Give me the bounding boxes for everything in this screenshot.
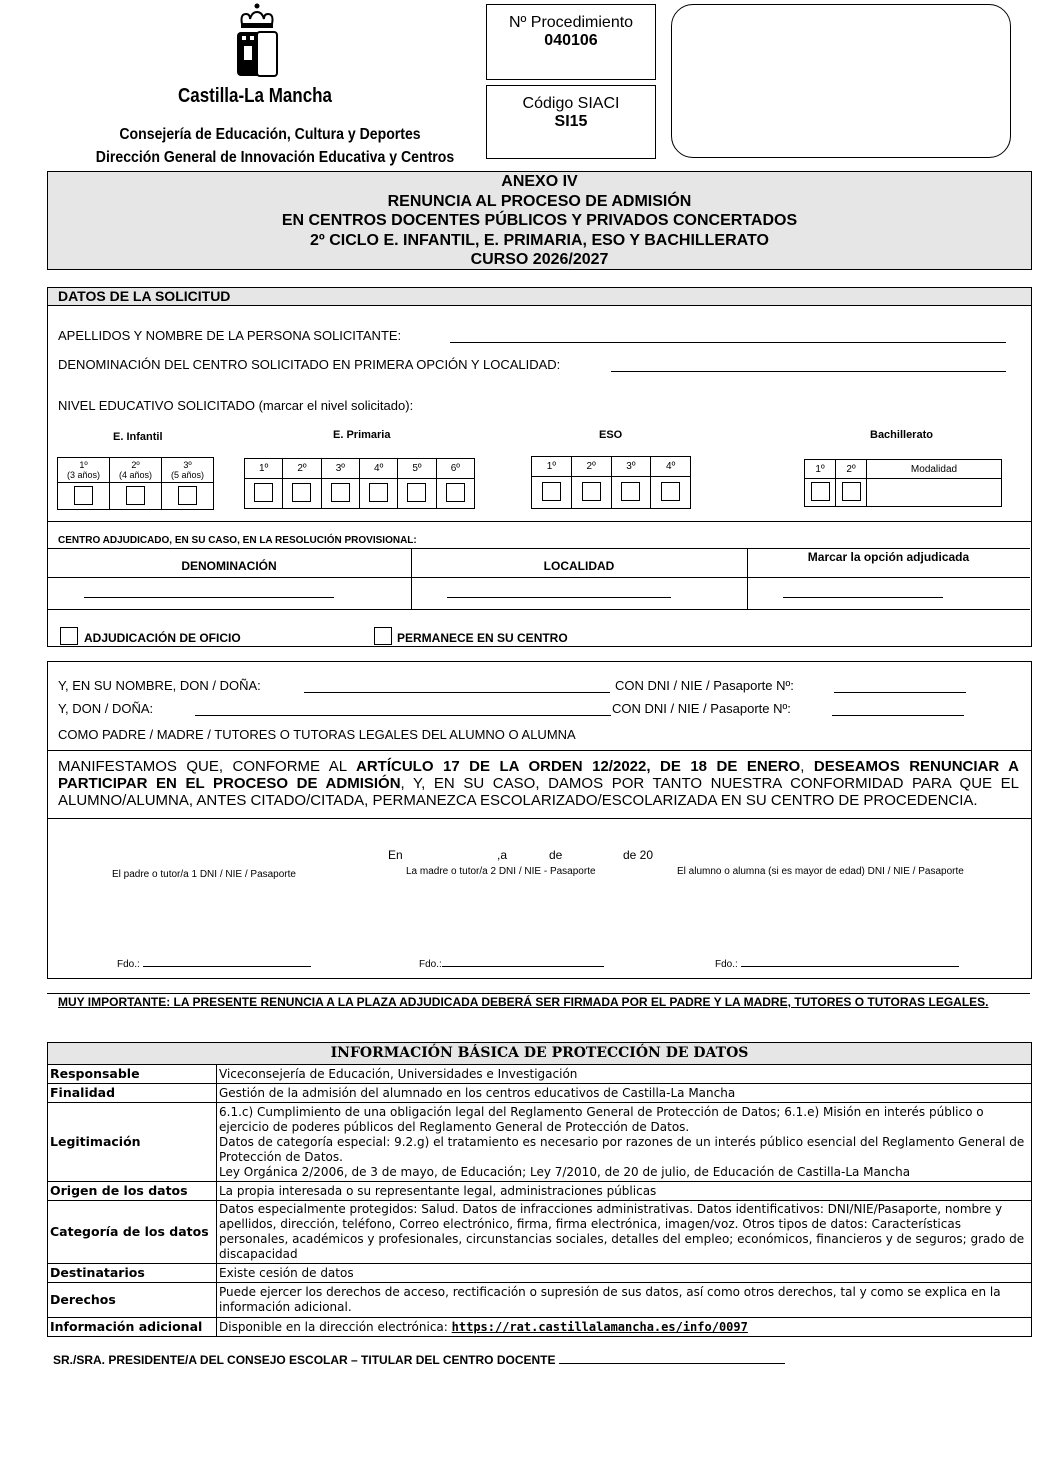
- manifest-part3: ,: [800, 758, 814, 775]
- row-derechos-key: Derechos: [48, 1283, 217, 1318]
- row-destinatarios-value: Existe cesión de datos: [217, 1264, 1032, 1283]
- manifest-text: [58, 758, 1019, 809]
- infantil-cell-1: [58, 483, 110, 510]
- checkbox-infantil-3[interactable]: [178, 486, 197, 505]
- adjudicado-col-sep1: [411, 549, 412, 609]
- primaria-cell-3: [321, 479, 359, 509]
- eso-grade-1: 1º: [532, 457, 572, 477]
- infantil-grade-3: 3º (5 años): [162, 458, 214, 483]
- row-info-value: [217, 1318, 1032, 1337]
- infantil-grade-1: 1º (3 años): [58, 458, 110, 483]
- checkbox-primaria-6[interactable]: [446, 483, 465, 502]
- primaria-grade-3: 3º: [321, 459, 359, 479]
- eso-grade-2: 2º: [571, 457, 611, 477]
- row-categoria-value: Datos especialmente protegidos: Salud. Datos de infracciones administrativas. Datos identificativos: DNI/NIE/Pasaporte, nombre y apellidos, dirección, teléfono, Correo electrónico, firma, firma electrónica, imagen/voz. Otros tipos de datos: Características personales, académicos y profesionales, circunstancias sociales, detalles del empleo; económicos, financieros y de seguros; grado de discapacidad: [217, 1201, 1032, 1264]
- eso-cell-3: [611, 477, 651, 509]
- fdo3-field[interactable]: [741, 957, 959, 967]
- oficio-label: ADJUDICACIÓN DE OFICIO: [84, 631, 241, 645]
- fdo2: [419, 957, 604, 970]
- bach-modalidad-label: Modalidad: [867, 460, 1002, 479]
- title-line1: ANEXO IV: [501, 173, 578, 190]
- center-field[interactable]: [611, 357, 1006, 372]
- fdo3-label: Fdo.:: [715, 959, 738, 970]
- row-categoria-key: Categoría de los datos: [48, 1201, 217, 1264]
- manifest-part1: MANIFESTAMOS QUE, CONFORME AL: [58, 758, 357, 775]
- primaria-grade-4: 4º: [359, 459, 397, 479]
- denominacion-field[interactable]: [84, 585, 334, 598]
- registry-stamp-box: [671, 4, 1011, 158]
- proteccion-table: [47, 1042, 1032, 1337]
- row-origen-key: Origen de los datos: [48, 1182, 217, 1201]
- footer-field[interactable]: [559, 1352, 785, 1364]
- proteccion-title: INFORMACIÓN BÁSICA DE PROTECCIÓN DE DATOS: [48, 1043, 1032, 1065]
- row-responsable-key: Responsable: [48, 1065, 217, 1084]
- procedure-number: 040106: [544, 32, 598, 49]
- dni1-field[interactable]: [834, 678, 966, 693]
- infantil-grade-2: 2º (4 años): [110, 458, 162, 483]
- title-block: [47, 171, 1032, 270]
- info-link[interactable]: https://rat.castillalamancha.es/info/0097: [451, 1319, 748, 1334]
- bach-grid: [804, 459, 1002, 507]
- checkbox-bach-1[interactable]: [811, 482, 830, 501]
- don2-field[interactable]: [195, 701, 611, 716]
- footer-recipient: [53, 1352, 785, 1367]
- primaria-grade-6: 6º: [436, 459, 474, 479]
- checkbox-primaria-5[interactable]: [407, 483, 426, 502]
- primaria-label: E. Primaria: [333, 429, 391, 441]
- primaria-cell-2: [283, 479, 321, 509]
- checkbox-primaria-4[interactable]: [369, 483, 388, 502]
- title-line3: EN CENTROS DOCENTES PÚBLICOS Y PRIVADOS CONCERTADOS: [281, 212, 798, 229]
- importante-text: MUY IMPORTANTE: LA PRESENTE RENUNCIA A LA PLAZA ADJUDICADA DEBERÁ SER FIRMADA POR EL PADRE Y LA MADRE, TUTORES O TUTORAS LEGALES.: [58, 995, 989, 1009]
- checkbox-eso-1[interactable]: [542, 482, 561, 501]
- checkbox-eso-4[interactable]: [661, 482, 680, 501]
- row-finalidad-key: Finalidad: [48, 1084, 217, 1103]
- title-line5: CURSO 2026/2027: [470, 251, 609, 268]
- primaria-cell-5: [398, 479, 436, 509]
- applicant-field[interactable]: [450, 328, 1006, 343]
- eso-label: ESO: [599, 429, 623, 441]
- level-label: NIVEL EDUCATIVO SOLICITADO (marcar el nivel solicitado):: [58, 398, 414, 413]
- divider-manifest-bottom: [47, 818, 1032, 819]
- siaci-code: SI15: [554, 113, 588, 130]
- opcion-field[interactable]: [783, 585, 943, 598]
- siaci-box: [486, 85, 656, 159]
- fdo1: [117, 957, 311, 970]
- place-a: ,a: [497, 848, 508, 862]
- localidad-field[interactable]: [447, 585, 671, 598]
- fdo2-label: Fdo.:: [419, 959, 442, 970]
- checkbox-bach-2[interactable]: [842, 482, 861, 501]
- solicitud-title: DATOS DE LA SOLICITUD: [58, 288, 231, 304]
- sig1-label: El padre o tutor/a 1 DNI / NIE / Pasaporte: [112, 869, 296, 880]
- col-localidad: LOCALIDAD: [543, 559, 615, 573]
- col-marcar: Marcar la opción adjudicada: [807, 550, 970, 564]
- padres-label: COMO PADRE / MADRE / TUTORES O TUTORAS LEGALES DEL ALUMNO O ALUMNA: [58, 727, 576, 742]
- department-line2: Dirección General de Innovación Educativa y Centros: [95, 149, 455, 166]
- checkbox-eso-3[interactable]: [621, 482, 640, 501]
- don1-field[interactable]: [304, 678, 610, 693]
- dni1-label: CON DNI / NIE / Pasaporte Nº:: [615, 678, 794, 693]
- region-name: Castilla-La Mancha: [177, 85, 332, 107]
- place-en: En: [388, 848, 403, 862]
- primaria-grade-1: 1º: [245, 459, 283, 479]
- primaria-cell-6: [436, 479, 474, 509]
- bach-cell-1: [805, 479, 836, 507]
- department-line1: Consejería de Educación, Cultura y Deportes: [119, 126, 421, 143]
- dni2-field[interactable]: [832, 701, 964, 716]
- checkbox-permanece[interactable]: [374, 627, 392, 645]
- eso-grid: [531, 456, 691, 509]
- adjudicado-grid: [47, 548, 1030, 610]
- bach-grade-2: 2º: [836, 460, 867, 479]
- adjudicado-row-sep: [47, 577, 1030, 578]
- dni2-label: CON DNI / NIE / Pasaporte Nº:: [612, 701, 791, 716]
- row-destinatarios-key: Destinatarios: [48, 1264, 217, 1283]
- checkbox-primaria-2[interactable]: [292, 483, 311, 502]
- bach-label: Bachillerato: [870, 429, 933, 441]
- fdo1-label: Fdo.:: [117, 959, 140, 970]
- bach-modalidad-field[interactable]: [867, 479, 1002, 507]
- row-responsable-value: Viceconsejería de Educación, Universidades e Investigación: [217, 1065, 1032, 1084]
- infantil-cell-3: [162, 483, 214, 510]
- permanece-label: PERMANECE EN SU CENTRO: [397, 631, 568, 645]
- crown-castle-icon: [232, 2, 282, 82]
- procedure-label: Nº Procedimiento: [508, 14, 634, 31]
- checkbox-oficio[interactable]: [60, 627, 78, 645]
- checkbox-primaria-3[interactable]: [331, 483, 350, 502]
- infantil-cell-2: [110, 483, 162, 510]
- footer-label: SR./SRA. PRESIDENTE/A DEL CONSEJO ESCOLAR – TITULAR DEL CENTRO DOCENTE: [53, 1353, 556, 1367]
- sig3-label: El alumno o alumna (si es mayor de edad) DNI / NIE / Pasaporte: [677, 866, 964, 877]
- infantil-label: E. Infantil: [113, 431, 163, 443]
- don1-label: Y, EN SU NOMBRE, DON / DOÑA:: [58, 678, 261, 693]
- adjudicado-label: CENTRO ADJUDICADO, EN SU CASO, EN LA RESOLUCIÓN PROVISIONAL:: [58, 535, 417, 546]
- procedure-box: [486, 4, 656, 80]
- place-de20: de 20: [623, 848, 654, 862]
- row-legitimacion-key: Legitimación: [48, 1103, 217, 1182]
- divider-adjudicado: [47, 521, 1032, 522]
- bach-grade-1: 1º: [805, 460, 836, 479]
- checkbox-eso-2[interactable]: [582, 482, 601, 501]
- info-text: Disponible en la dirección electrónica:: [219, 1319, 452, 1334]
- applicant-label: APELLIDOS Y NOMBRE DE LA PERSONA SOLICITANTE:: [58, 328, 402, 343]
- primaria-cell-4: [359, 479, 397, 509]
- row-origen-value: La propia interesada o su representante legal, administraciones públicas: [217, 1182, 1032, 1201]
- checkbox-infantil-1[interactable]: [74, 486, 93, 505]
- primaria-grade-2: 2º: [283, 459, 321, 479]
- manifest-part5: , Y, EN SU CASO, DAMOS POR TANTO NUESTRA CONFORMIDAD PARA QUE EL ALUMNO/ALUMNA, ANTES CITADO/CITADA, PERMANEZCA ESCOLARIZADO/ESCOLARIZADA EN SU CENTRO DE PROCEDENCIA.: [58, 775, 1019, 809]
- row-finalidad-value: Gestión de la admisión del alumnado en los centros educativos de Castilla-La Mancha: [217, 1084, 1032, 1103]
- center-label: DENOMINACIÓN DEL CENTRO SOLICITADO EN PRIMERA OPCIÓN Y LOCALIDAD:: [58, 357, 561, 372]
- bach-cell-2: [836, 479, 867, 507]
- sig2-label: La madre o tutor/a 2 DNI / NIE - Pasaporte: [406, 866, 596, 877]
- infantil-grid: [57, 457, 214, 510]
- title-line4: 2º CICLO E. INFANTIL, E. PRIMARIA, ESO Y BACHILLERATO: [310, 231, 769, 249]
- siaci-label: Código SIACI: [522, 95, 620, 112]
- fdo2-field[interactable]: [442, 957, 604, 967]
- solicitud-header: [48, 288, 1031, 306]
- row-derechos-value: Puede ejercer los derechos de acceso, rectificación o supresión de sus datos, así como otros derechos, tal y como se explica en la información adicional.: [217, 1283, 1032, 1318]
- checkbox-infantil-2[interactable]: [126, 486, 145, 505]
- col-denominacion: DENOMINACIÓN: [181, 559, 277, 573]
- row-info-key: Información adicional: [48, 1318, 217, 1337]
- primaria-cell-1: [245, 479, 283, 509]
- region-logo: [232, 2, 282, 82]
- manifest-renuncia: DESEAMOS RENUNCIAR A PARTICIPAR EN EL PROCESO DE ADMISIÓN: [58, 758, 1019, 792]
- manifest-article: ARTÍCULO 17 DE LA ORDEN 12/2022, DE 18 DE ENERO: [356, 758, 801, 775]
- eso-grade-4: 4º: [651, 457, 691, 477]
- eso-cell-1: [532, 477, 572, 509]
- title-line2: RENUNCIA AL PROCESO DE ADMISIÓN: [387, 192, 692, 210]
- fdo1-field[interactable]: [143, 957, 311, 967]
- divider-manifest-top: [47, 750, 1032, 751]
- don2-label: Y, DON / DOÑA:: [58, 701, 154, 716]
- row-legitimacion-value: 6.1.c) Cumplimiento de una obligación legal del Reglamento General de Protección de Datos; 6.1.e) Misión en interés público o ejercicio de poderes públicos del Reglamento General de Protección de Datos. Datos de categoría especial: 9.2.g) el tratamiento es necesario por razones de un interés público esencial del Reglamento General de Protección de Datos. Ley Orgánica 2/2006, de 3 de mayo, de Educación; Ley 7/2010, de 20 de julio, de Educación de Castilla-La Mancha: [217, 1103, 1032, 1182]
- primaria-grid: [244, 458, 475, 509]
- eso-grade-3: 3º: [611, 457, 651, 477]
- eso-cell-2: [571, 477, 611, 509]
- place-de: de: [549, 848, 563, 862]
- eso-cell-4: [651, 477, 691, 509]
- fdo3: [715, 957, 959, 970]
- primaria-grade-5: 5º: [398, 459, 436, 479]
- checkbox-primaria-1[interactable]: [254, 483, 273, 502]
